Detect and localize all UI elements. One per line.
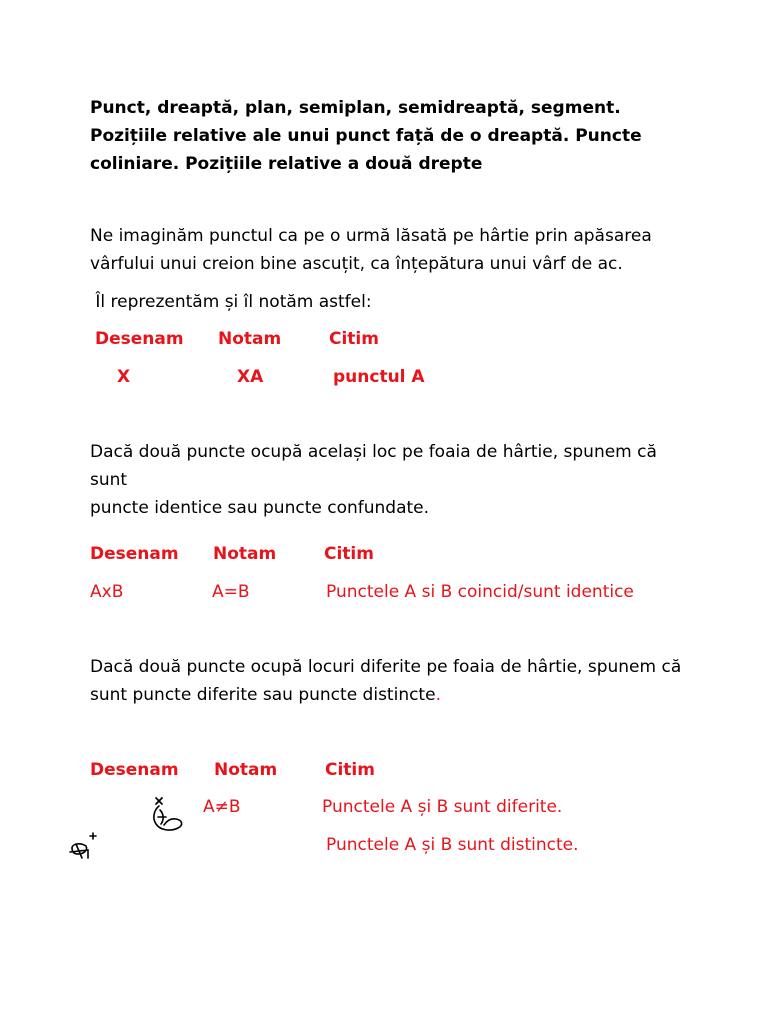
paragraph-line — [90, 681, 690, 709]
paragraph-identical-points — [90, 438, 690, 522]
paragraph-period: . — [435, 685, 441, 705]
paragraph-line: Dacă două puncte ocupă același loc pe foaia de hârtie, spunem că sunt — [90, 442, 657, 490]
header-citim: Citim — [329, 329, 379, 349]
header-citim: Citim — [324, 544, 374, 564]
paragraph-distinct-points — [90, 653, 690, 709]
handdrawn-point-b-sketch — [66, 828, 102, 868]
paragraph-point-definition — [90, 222, 690, 278]
value-drawing: X — [117, 367, 131, 387]
value-reading-distincte: Punctele A și B sunt distincte. — [326, 835, 579, 855]
handdrawn-point-a-sketch — [146, 792, 190, 836]
page-title: Punct, dreaptă, plan, semiplan, semidreaptă, segment. Pozițiile relative ale unui punct față de o dreaptă. Puncte coliniare. Pozițiile relative a două drepte — [90, 98, 642, 174]
paragraph-line: Ne imaginăm punctul ca pe o urmă lăsată pe hârtie prin apăsarea — [90, 226, 652, 246]
paragraph-line: vârfului unui creion bine ascuțit, ca înțepătura unui vârf de ac. — [90, 254, 623, 274]
paragraph-representation: Îl reprezentăm și îl notăm astfel: — [90, 292, 372, 312]
header-desenam: Desenam — [90, 544, 179, 564]
value-notation: A≠B — [203, 797, 241, 817]
value-reading-diferite: Punctele A și B sunt diferite. — [322, 797, 563, 817]
header-desenam: Desenam — [90, 760, 179, 780]
paragraph-text: sunt puncte diferite sau puncte distincte — [90, 685, 436, 705]
value-reading: punctul A — [333, 367, 425, 387]
value-reading: Punctele A si B coincid/sunt identice — [326, 582, 634, 602]
header-notam: Notam — [214, 760, 278, 780]
header-notam: Notam — [213, 544, 277, 564]
paragraph-line: Dacă două puncte ocupă locuri diferite pe foaia de hârtie, spunem că — [90, 657, 682, 677]
value-drawing: AxB — [90, 582, 124, 602]
paragraph-line: puncte identice sau puncte confundate. — [90, 498, 430, 518]
header-desenam: Desenam — [95, 329, 184, 349]
value-notation: A=B — [212, 582, 250, 602]
header-citim: Citim — [325, 760, 375, 780]
value-notation: XA — [237, 367, 264, 387]
header-notam: Notam — [218, 329, 282, 349]
